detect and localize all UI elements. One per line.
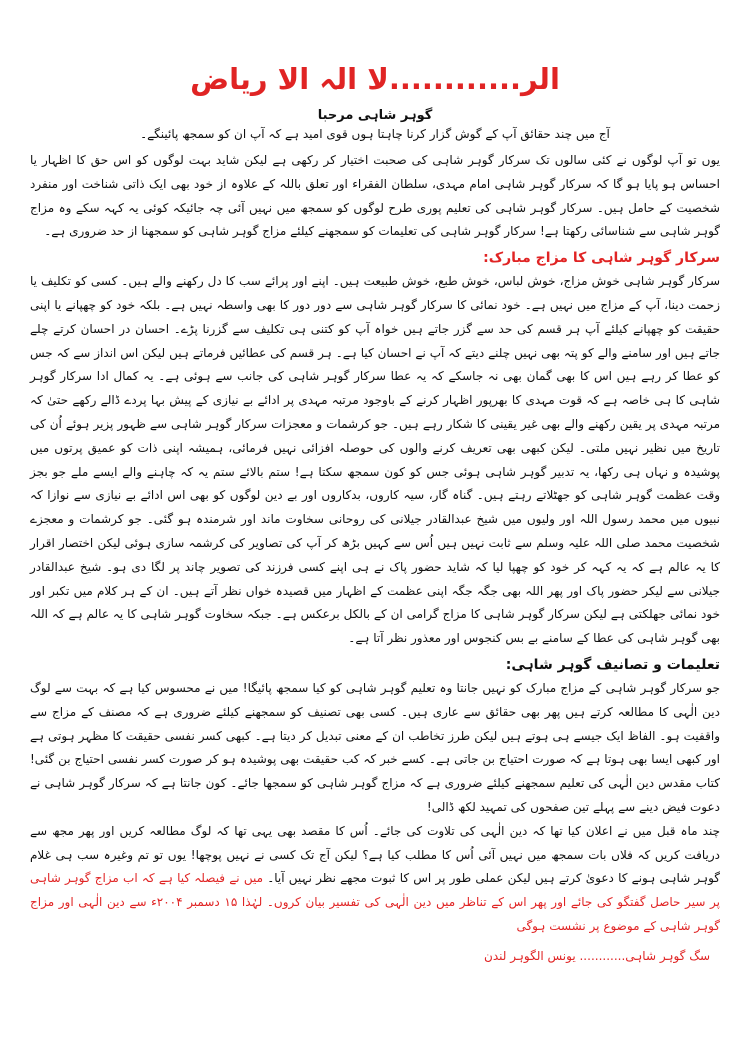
paragraph-temperament: سرکار گوہر شاہی خوش مزاج، خوش لباس، خوش طبع، خوش طبیعت ہیں۔ اپنے اور پرائے سب کا دل رکھنے والے ہیں۔ کسی کو تکلیف یا زحمت دینا، آپ کے مزاج میں نہیں ہے۔ خود نمائی کا سرکار گوہر شاہی سے دور دور کا بھی واسطہ نہیں ہے۔ بلکہ خود کو چھپانے یا اپنی حقیقت کو چھپانے کیلئے آپ ہر قسم کی حد سے گزر جاتے ہیں خواہ آپ کو کتنی ہی تکلیف سے گزرنا پڑے۔ احسان در احسان کرتے چلے جاتے ہیں اور سامنے والے کو پتہ بھی نہیں چلنے دیتے کہ آپ نے احسان کیا ہے۔ ہر قسم کی عطائیں فرماتے ہیں لیکن اس انداز سے کہ جس کو عطا کر رہے ہیں اس کا بھی گمان بھی نہ جاسکے کہ یہ عطا سرکار گوہر شاہی کی جانب سے ہوئی ہے۔ یہ کمال ادا سرکار گوہر شاہی کا ہی خاصہ ہے کہ قوت مہدی کا بھرپور اظہار کرنے کے باوجود مرتبہ مہدی پر ادائے بے نیازی کے پیش بہا پردے ڈالے رکھے حتیٰ کہ مرتبہ مہدی پر یقین رکھنے والے بھی غیر یقینی کا شکار رہے ہیں۔ جو کرشمات و معجزات سرکار گوہر شاہی سے ظہور پزیر ہوئے اُن کی تاریخ میں نظیر نہیں ملتی۔ لیکن کبھی بھی تعریف کرنے والوں کی حوصلہ افزائی نہیں فرمائی، ہمیشہ اپنی ذات کو عمیق پرتوں میں پوشیدہ و نہاں ہی رکھا، یہ تدبیر گوہر شاہی ہوئی جس کو کون سمجھ سکتا ہے! ستم بالائے ستم یہ کہ چاہنے والے ایسے ملے جو بجز وقت عظمت گوہر شاہی کو جھٹلاتے رہتے ہیں۔ گناہ گار، سیہ کاروں، بدکاروں اور بے دین لوگوں کو بھی اس ادائے بے نیازی سے نوازا کہ نبیوں میں محمد رسول اللہ اور ولیوں میں شیخ عبدالقادر جیلانی کی روحانی سخاوت ماند اور شرمندہ ہو گئی۔ جو کرشمات و معجزے شخصیت محمد صلی اللہ علیہ وسلم سے ثابت نہیں ہیں اُس سے کہیں بڑھ کر آپ کی تصاویر کی کرشمہ سازی ہوئی لیکن اختصار اقرار کا یہ عالم ہے کہ یہ کہہ کر خود کو چھپا لیا کہ شاید حضور پاک نے ہی اپنے کسی فرزند کی تصویر چاند پر لگا دی ہو۔ شیخ عبدالقادر جیلانی سے لیکر حضور پاک اور پھر اللہ بھی جگہ جگہ اپنی عظمت کے اظہار میں قصیدہ خواں نظر آتے ہیں۔ ان کے ہر کلام میں تکبر اور خود نمائی جھلکتی ہے لیکن سرکار گوہر شاہی کا مزاج گرامی ان کے بالکل برعکس ہے۔ جبکہ سخاوت گوہر شاہی کا یہ عالم ہے کہ اللہ بھی گوہر شاہی کی عطا کے سامنے بے بس کنجوس اور معذور نظر آتا ہے۔ [30,274,720,646]
signature: سگ گوہر شاہی............ یونس الگوہر لندن [484,948,710,963]
section-heading-teachings: تعلیمات و تصانیف گوہر شاہی: [505,656,720,673]
section-heading-temperament: سرکار گوہر شاہی کا مزاج مبارک: [483,250,720,267]
announcement-text: چند ماہ قبل میں نے اعلان کیا تھا کہ دین الٰہی کی تلاوت کی جائے۔ اُس کا مقصد بھی یہی تھا کہ لوگ مطالعہ کریں اور پھر مجھ سے دریافت کریں کہ فلاں بات سمجھ میں نہیں آئی اُس کا مطلب کیا ہے؟ لیکن آج تک کسی نے نہیں پوچھا! یوں تو تم وغیرہ سب ہی غلام گوہر شاہی ہونے کا دعویٰ کرتے ہیں لیکن عملی طور پر اس کا ثبوت مجھے نظر نہیں آیا۔ [30,823,720,886]
paragraph-announcement [30,820,720,939]
page-title: الر............لا الہ الا ریاض [190,62,560,96]
paragraph-teachings: جو سرکار گوہر شاہی کے مزاج مبارک کو نہیں جانتا وہ تعلیم گوہر شاہی کو کیا سمجھ پائیگا! میں نے محسوس کیا ہے کہ بہت سے لوگ دین الٰہی کا مطالعہ کرتے ہیں پھر بھی حقائق سے عاری ہیں۔ کسی بھی تصنیف کو سمجھنے کیلئے ضروری ہے کہ مصنف کے مزاج سے واقفیت ہو۔ الفاظ ایک جیسے ہی ہوتے ہیں لیکن طرز تخاطب ان کے معنی تبدیل کر دیتا ہے۔ کبھی کسر نفسی حقیقت کا مظہر ہوتی ہے اور کبھی ایسا بھی ہوتا ہے کہ صورت احتیاج بن جاتی ہے۔ کسے خبر کہ کب حقیقت بھی پوشیدہ ہو کر صورت کسر نفسی احتیاج بن گئی! کتاب مقدس دین الٰہی کی تعلیم سمجھنے کیلئے ضروری ہے کہ مزاج گوہر شاہی کو سمجھا جائے۔ کون جانتا ہے کہ سرکار گوہر شاہی نے دعوت فیض دینے سے پہلے تین صفحوں کی تمہید لکھ ڈالی! [30,680,721,814]
paragraph-intro: یوں تو آپ لوگوں نے کئی سالوں تک سرکار گوہر شاہی کی صحبت اختیار کر رکھی ہے لیکن شاید بہت لوگوں کو اس حق کا اظہار یا احساس ہو پایا ہو گا کہ سرکار گوہر شاہی امام مہدی، سلطان الفقراء اور تعلق باللہ کے علاوہ از خود بھی ایک ذاتی شناخت اور منفرد شخصیت کے حامل ہیں۔ سرکار گوہر شاہی کی تعلیم پوری طرح لوگوں کو سمجھ میں نہیں آئی چہ جائیکہ کوئی یہ کہہ سکے وہ مزاج گوہر شاہی سے شناسائی رکھتا ہے! سرکار گوہر شاہی کی تعلیمات کو سمجھنے کیلئے مزاج گوہر شاہی کو سمجھنا از حد ضروری ہے۔ [30,153,720,239]
intro-line: آج میں چند حقائق آپ کے گوش گزار کرنا چاہتا ہوں قوی امید ہے کہ آپ ان کو سمجھ پائینگے۔ [140,127,610,141]
greeting: گوہر شاہی مرحبا [317,108,433,123]
announcement-decision: میں نے فیصلہ کیا ہے کہ اب مزاج گوہر شاہی پر سیر حاصل گفتگو کی جائے اور پھر اس کے تناظر میں دین الٰہی کی تفسیر بیان کروں۔ لہٰذا ۱۵ دسمبر ۲۰۰۴ء سے دین الٰہی اور مزاج گوہر شاہی کے موضوع پر نشست ہوگی [30,871,720,933]
